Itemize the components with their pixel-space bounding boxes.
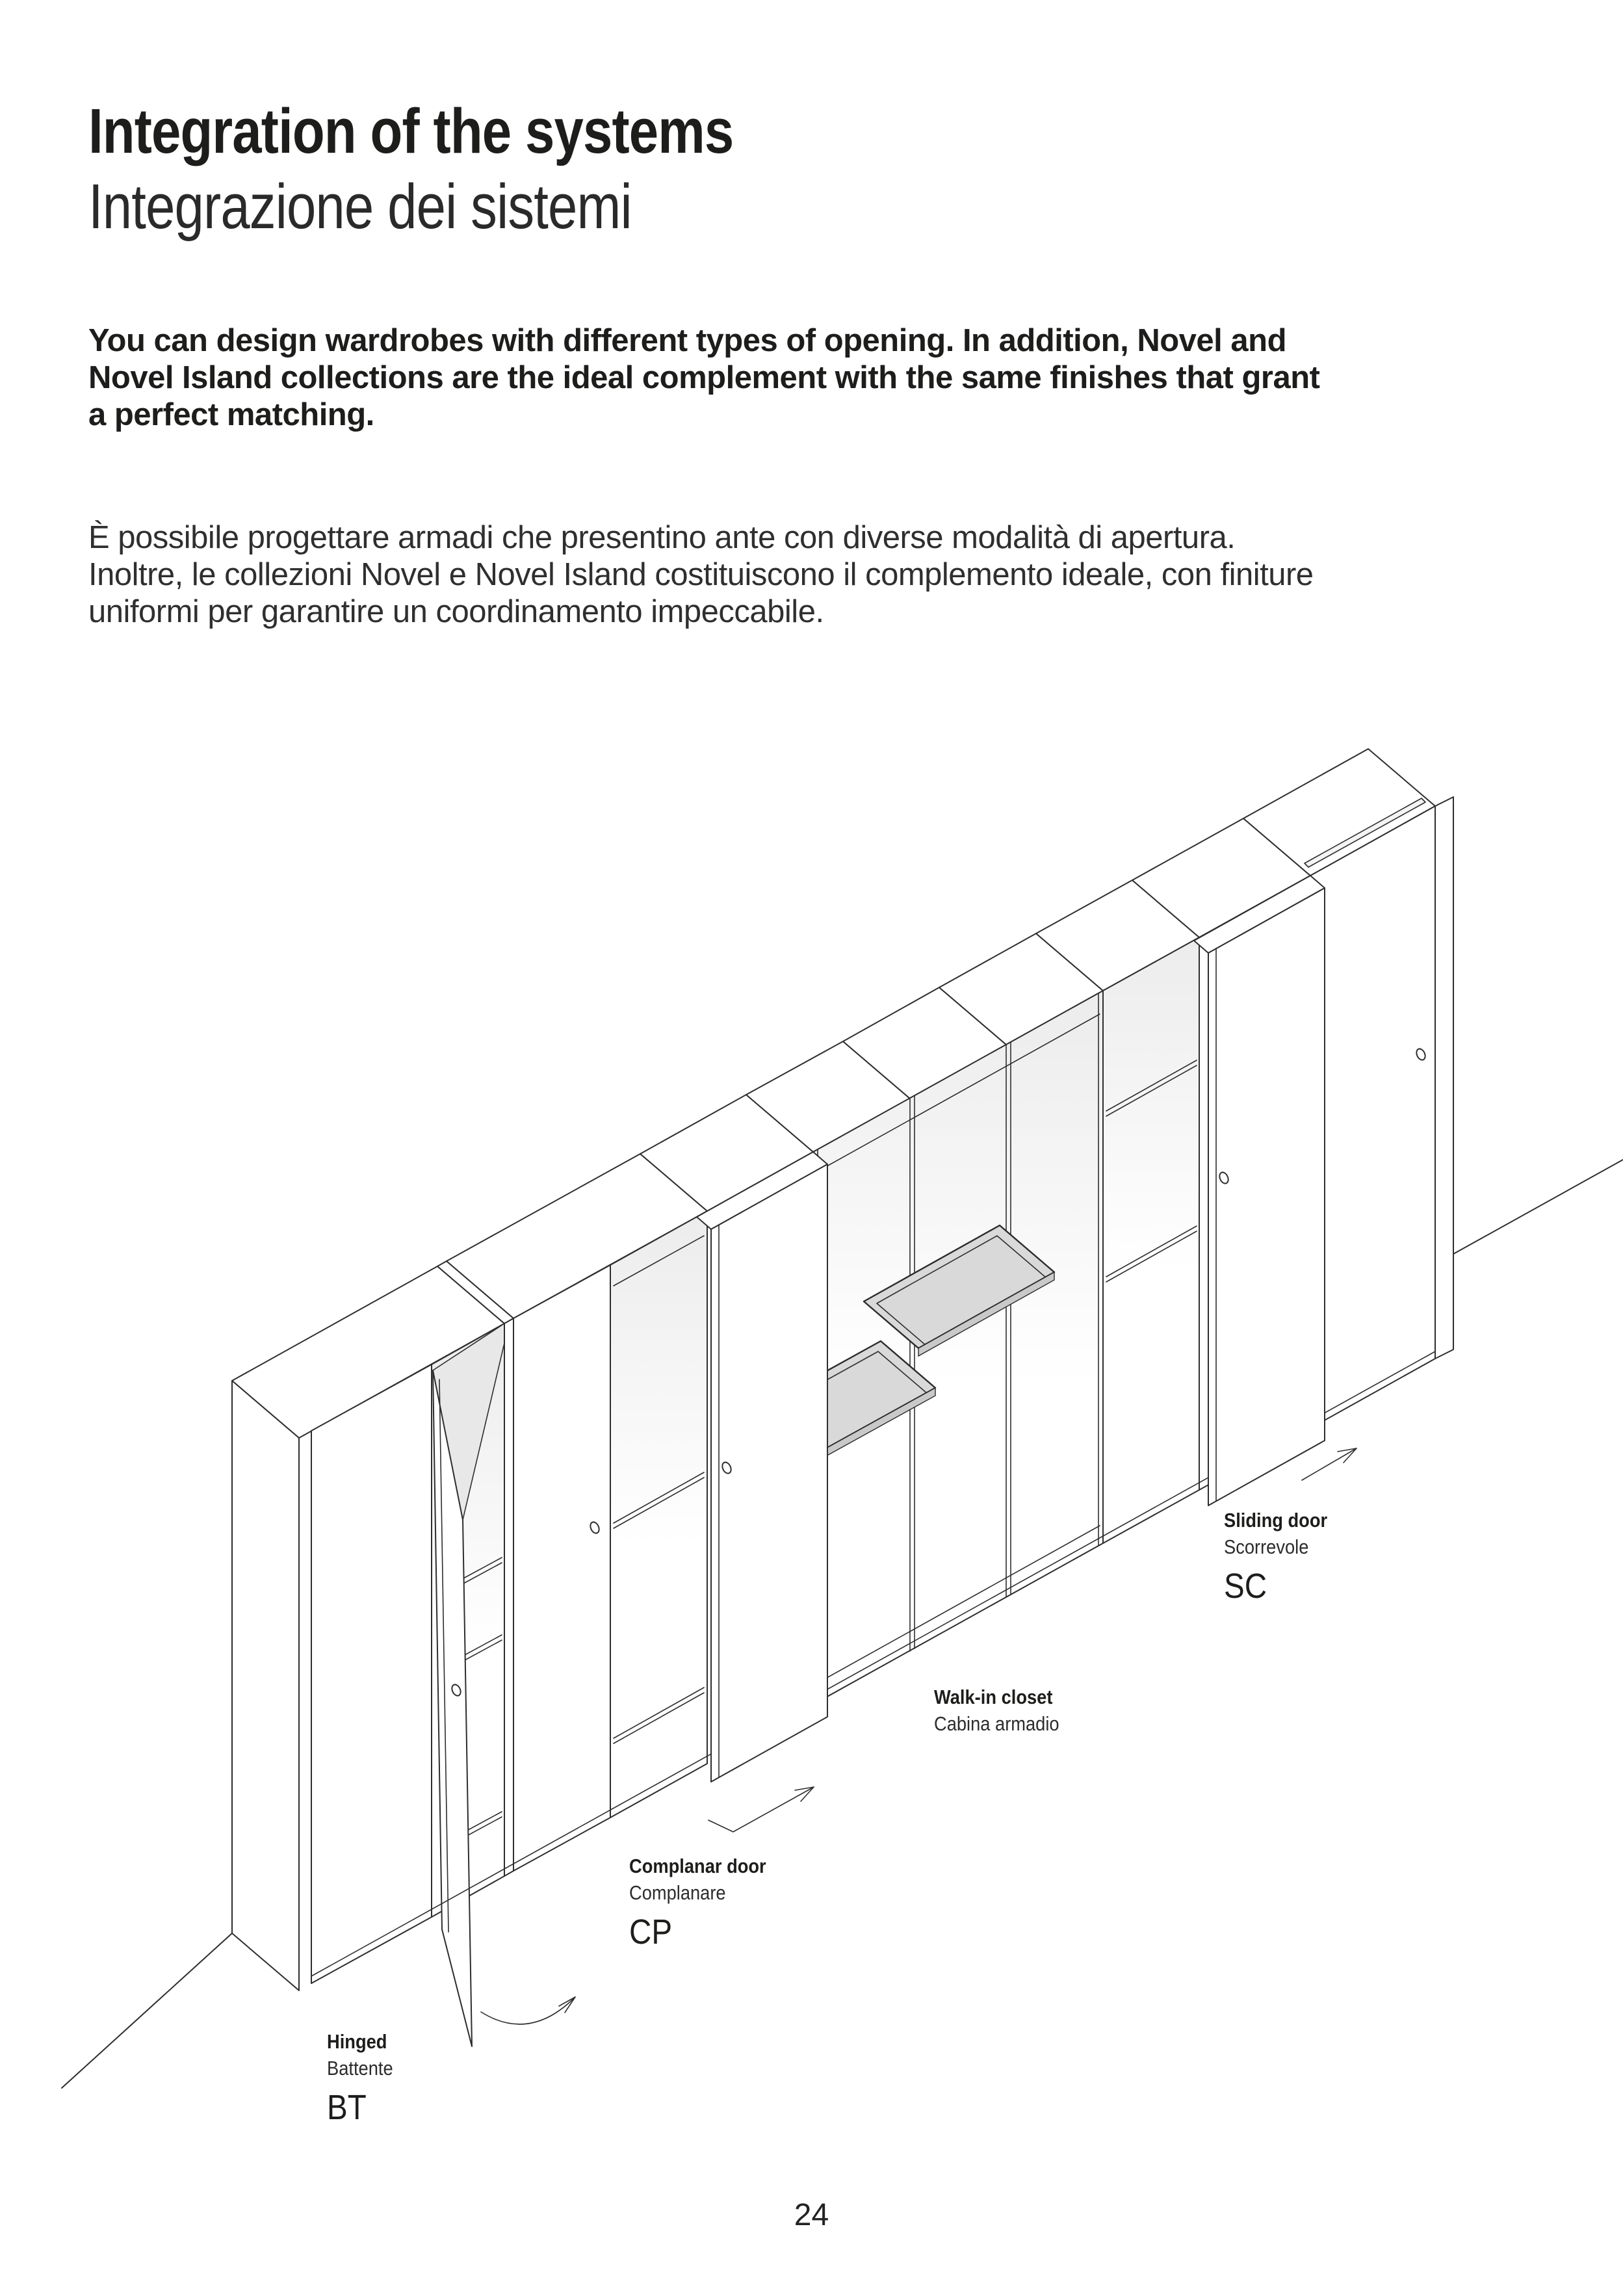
intro-paragraph-en [88, 322, 1319, 434]
wardrobe-isometric-drawing [0, 715, 1623, 2145]
label-walkin-en: Walk-in closet [934, 1686, 1053, 1708]
page-subtitle [88, 170, 735, 243]
label-walkin-it: Cabina armadio [934, 1712, 1059, 1735]
label-hinged-code: BT [327, 2088, 367, 2127]
intro-en-line-3: a perfect matching. [88, 397, 374, 432]
left-side-panel [232, 1381, 299, 1990]
page-number: 24 [794, 2198, 829, 2232]
sliding-slide-arrow-icon [1302, 1448, 1357, 1480]
label-sliding-door [1224, 1507, 1342, 1604]
page-title-text: Integration of the systems [88, 96, 734, 166]
sliding-closed-door-rear [1310, 806, 1435, 1428]
label-sliding-code: SC [1224, 1567, 1267, 1606]
complanar-closed-door [513, 1265, 610, 1871]
complanar-slide-arrow-icon [708, 1787, 814, 1832]
label-hinged-it: Battente [327, 2057, 393, 2080]
floor-line-left [62, 1933, 232, 2088]
label-hinged [327, 2028, 402, 2125]
swing-arrow-icon [481, 1997, 575, 2024]
complanar-proud-panel [697, 1152, 827, 1782]
intro-paragraph-it [88, 519, 1314, 631]
label-walkin-closet [934, 1684, 1076, 1737]
complanar-open-bay [610, 1211, 707, 1818]
intro-it-line-2: Inoltre, le collezioni Novel e Novel Island costituiscono il complemento ideale, con finiture [88, 557, 1314, 592]
page-subtitle-text: Integrazione dei sistemi [88, 171, 632, 242]
label-sliding-it: Scorrevole [1224, 1535, 1309, 1558]
page-title [88, 95, 856, 168]
label-complanar-code: CP [629, 1912, 673, 1951]
label-sliding-en: Sliding door [1224, 1509, 1328, 1532]
hinged-closed-door [311, 1364, 432, 1983]
intro-en-line-2: Novel Island collections are the ideal complement with the same finishes that grant [88, 360, 1320, 395]
label-complanar-door [629, 1853, 785, 1950]
sliding-proud-panel [1194, 876, 1325, 1506]
intro-it-line-1: È possibile progettare armadi che presentino ante con diverse modalità di apertura. [88, 520, 1236, 555]
right-side-panel [1435, 797, 1453, 1359]
label-complanar-it: Complanare [629, 1881, 726, 1904]
floor-line-right [1453, 1160, 1623, 1254]
label-complanar-en: Complanar door [629, 1855, 766, 1877]
intro-it-line-3: uniformi per garantire un coordinamento impeccabile. [88, 594, 824, 629]
carcass-divider [504, 1318, 513, 1876]
label-hinged-en: Hinged [327, 2030, 387, 2053]
intro-en-line-1: You can design wardrobes with different types of opening. In addition, Novel and [88, 323, 1287, 358]
sliding-open-bay [1103, 937, 1199, 1543]
